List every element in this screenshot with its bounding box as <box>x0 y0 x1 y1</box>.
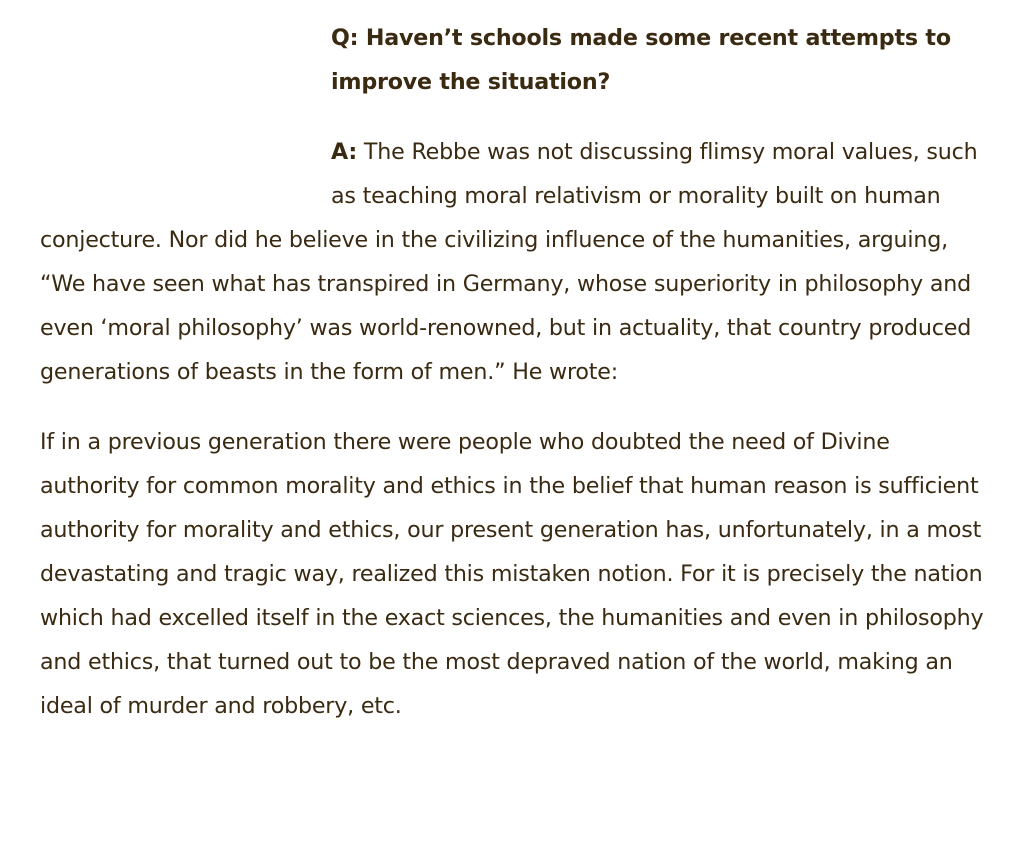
quote-paragraph: If in a previous generation there were people who doubted the need of Divine authority for common morality and ethics in the belief that human reason is sufficient authority for morality and ethics, our present generation has, unfortunately, in a most devastating and tragic way, realized this mistaken notion. For it is precisely the nation which had excelled itself in the exact sciences, the humanities and even in philosophy and ethics, that turned out to be the most depraved nation of the world, making an ideal of murder and robbery, etc. <box>40 429 984 719</box>
question-heading: Q: Haven’t schools made some recent attempts to improve the situation? <box>331 25 951 95</box>
answer-text: The Rebbe was not discussing flimsy moral values, such as teaching moral relativism or morality built on human conjecture. Nor did he believe in the civilizing influence of the humanities, arguing, “We have seen what has transpired in Germany, whose superiority in philosophy and even ‘moral philosophy’ was world-renowned, but in actuality, that country produced generations of beasts in the form of men.” He wrote: <box>40 139 978 385</box>
answer-label: A: <box>331 139 358 165</box>
article-body <box>40 16 990 754</box>
float-spacer <box>40 16 331 213</box>
